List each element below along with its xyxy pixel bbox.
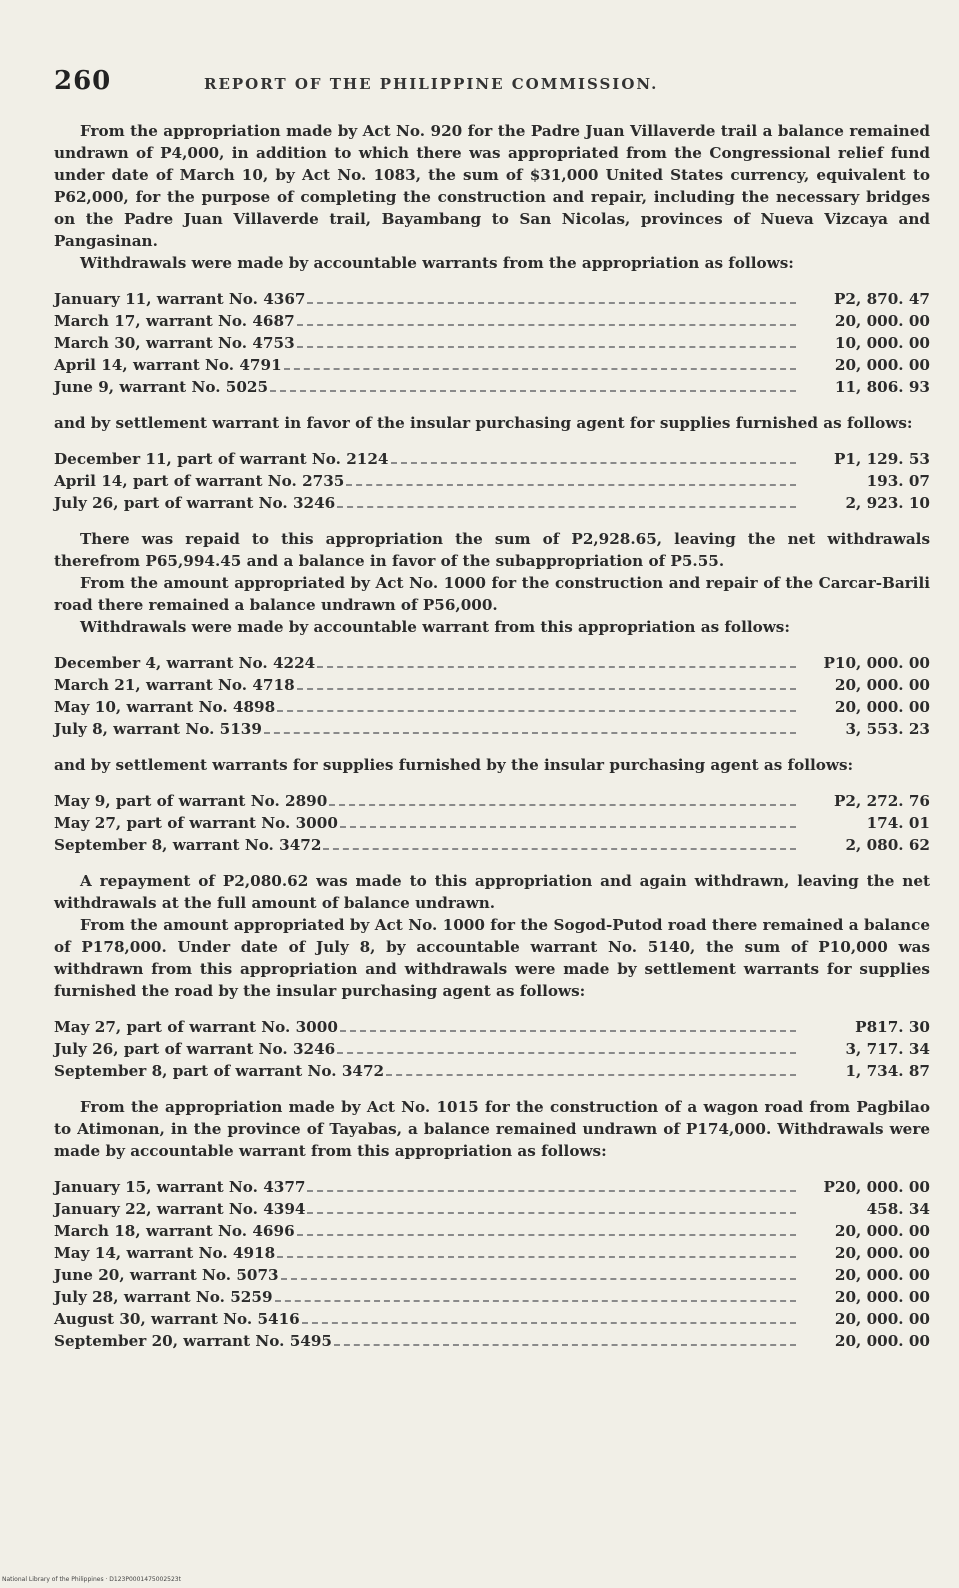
warrant-label: September 8, warrant No. 3472 — [54, 836, 322, 854]
dot-leader — [297, 324, 796, 326]
warrant-amount: 20, 000. 00 — [834, 1310, 930, 1328]
warrant-entry — [54, 812, 930, 834]
paragraph: and by settlement warrant in favor of the insular purchasing agent for supplies furnished as follows: — [54, 414, 913, 432]
warrant-entry — [54, 310, 930, 332]
warrant-amount: 458. 34 — [866, 1200, 930, 1218]
warrant-entry — [54, 1220, 930, 1242]
dot-leader — [386, 1074, 796, 1076]
warrant-amount: 20, 000. 00 — [834, 698, 930, 716]
warrant-entry — [54, 354, 930, 376]
paragraph: Withdrawals were made by accountable warrant from this appropriation as follows: — [80, 618, 790, 636]
warrant-amount: 20, 000. 00 — [834, 1222, 930, 1240]
warrant-label: April 14, part of warrant No. 2735 — [54, 472, 345, 490]
warrant-entry — [54, 652, 930, 674]
warrant-label: June 9, warrant No. 5025 — [54, 378, 269, 396]
dot-leader — [391, 462, 796, 464]
warrant-amount: P1, 129. 53 — [834, 450, 930, 468]
warrant-list — [54, 448, 930, 514]
warrant-label: August 30, warrant No. 5416 — [54, 1310, 300, 1328]
warrant-amount: P2, 870. 47 — [834, 290, 930, 308]
warrant-label: May 14, warrant No. 4918 — [54, 1244, 276, 1262]
warrant-amount: 1, 734. 87 — [845, 1062, 930, 1080]
warrant-label: July 26, part of warrant No. 3246 — [54, 494, 336, 512]
paragraph: and by settlement warrants for supplies furnished by the insular purchasing agent as follows: — [54, 756, 854, 774]
warrant-entry — [54, 1242, 930, 1264]
warrant-label: March 21, warrant No. 4718 — [54, 676, 295, 694]
warrant-label: April 14, warrant No. 4791 — [54, 356, 282, 374]
paragraph: From the appropriation made by Act No. 920 for the Padre Juan Villaverde trail a balance remained undrawn of P4,000, in addition to which there was appropriated from the Congressional relief fund under date of March 10, by Act No. 1083, the sum of $31,000 United States currency, equivalent to P62,000, for the purpose of completing the construction and repair, including the necessary bridges on the Padre Juan Villaverde trail, Bayambang to San Nicolas, provinces of Nueva Vizcaya and Pangasinan. — [54, 122, 930, 250]
warrant-amount: 174. 01 — [866, 814, 930, 832]
paragraph: There was repaid to this appropriation the sum of P2,928.65, leaving the net withdrawals therefrom P65,994.45 and a balance in favor of the subappropriation of P5.55. — [54, 530, 930, 570]
warrant-amount: P10, 000. 00 — [823, 654, 930, 672]
warrant-label: June 20, warrant No. 5073 — [54, 1266, 279, 1284]
warrant-label: September 8, part of warrant No. 3472 — [54, 1062, 385, 1080]
warrant-entry — [54, 492, 930, 514]
warrant-entry — [54, 448, 930, 470]
document-page — [54, 66, 930, 1366]
warrant-label: December 11, part of warrant No. 2124 — [54, 450, 389, 468]
warrant-list — [54, 1176, 930, 1352]
warrant-amount: 10, 000. 00 — [834, 334, 930, 352]
running-head: REPORT OF THE PHILIPPINE COMMISSION. — [204, 75, 659, 93]
dot-leader — [307, 1190, 796, 1192]
warrant-amount: 193. 07 — [866, 472, 930, 490]
dot-leader — [281, 1278, 796, 1280]
warrant-entry — [54, 376, 930, 398]
warrant-amount: 20, 000. 00 — [834, 1332, 930, 1350]
warrant-amount: 20, 000. 00 — [834, 1266, 930, 1284]
dot-leader — [340, 826, 796, 828]
document-body — [54, 120, 930, 1352]
dot-leader — [337, 1052, 796, 1054]
warrant-label: May 27, part of warrant No. 3000 — [54, 814, 338, 832]
warrant-amount: 20, 000. 00 — [834, 1288, 930, 1306]
dot-leader — [307, 1212, 796, 1214]
warrant-entry — [54, 1198, 930, 1220]
dot-leader — [323, 848, 796, 850]
dot-leader — [264, 732, 796, 734]
warrant-amount: 11, 806. 93 — [834, 378, 930, 396]
warrant-amount: 20, 000. 00 — [834, 676, 930, 694]
dot-leader — [317, 666, 796, 668]
warrant-entry — [54, 674, 930, 696]
dot-leader — [284, 368, 796, 370]
warrant-entry — [54, 470, 930, 492]
warrant-entry — [54, 1016, 930, 1038]
warrant-list — [54, 288, 930, 398]
warrant-amount: 20, 000. 00 — [834, 312, 930, 330]
paragraph: A repayment of P2,080.62 was made to this appropriation and again withdrawn, leaving the net withdrawals at the full amount of balance undrawn. — [54, 872, 930, 912]
warrant-entry — [54, 1176, 930, 1198]
paragraph: Withdrawals were made by accountable warrants from the appropriation as follows: — [80, 254, 794, 272]
warrant-amount: 3, 553. 23 — [845, 720, 930, 738]
paragraph: From the amount appropriated by Act No. 1000 for the construction and repair of the Carcar-Barili road there remained a balance undrawn of P56,000. — [54, 574, 930, 614]
warrant-label: January 15, warrant No. 4377 — [54, 1178, 306, 1196]
dot-leader — [297, 688, 796, 690]
page-number: 260 — [54, 66, 112, 96]
dot-leader — [346, 484, 796, 486]
paragraph: From the amount appropriated by Act No. 1000 for the Sogod-Putod road there remained a balance of P178,000. Under date of July 8, by accountable warrant No. 5140, the sum of P10,000 was withdrawn from this appropriation and withdrawals were made by settlement warrants for supplies furnished the road by the insular purchasing agent as follows: — [54, 916, 930, 1000]
warrant-entry — [54, 1264, 930, 1286]
warrant-label: July 26, part of warrant No. 3246 — [54, 1040, 336, 1058]
warrant-label: July 8, warrant No. 5139 — [54, 720, 262, 738]
warrant-label: January 22, warrant No. 4394 — [54, 1200, 306, 1218]
warrant-list — [54, 1016, 930, 1082]
warrant-label: May 10, warrant No. 4898 — [54, 698, 276, 716]
paragraph: From the appropriation made by Act No. 1015 for the construction of a wagon road from Pagbilao to Atimonan, in the province of Tayabas, a balance remained undrawn of P174,000. Withdrawals were made by accountable warrant from this appropriation as follows: — [54, 1098, 930, 1160]
warrant-list — [54, 790, 930, 856]
warrant-amount: P817. 30 — [855, 1018, 930, 1036]
page-header — [54, 66, 930, 96]
warrant-label: December 4, warrant No. 4224 — [54, 654, 316, 672]
warrant-label: May 9, part of warrant No. 2890 — [54, 792, 328, 810]
warrant-entry — [54, 696, 930, 718]
warrant-label: January 11, warrant No. 4367 — [54, 290, 306, 308]
warrant-entry — [54, 1286, 930, 1308]
warrant-amount: P20, 000. 00 — [823, 1178, 930, 1196]
warrant-amount: 3, 717. 34 — [845, 1040, 930, 1058]
warrant-entry — [54, 332, 930, 354]
warrant-list — [54, 652, 930, 740]
warrant-entry — [54, 288, 930, 310]
scan-footer: National Library of the Philippines · D123P0001475002523t — [2, 1576, 181, 1583]
warrant-amount: 2, 080. 62 — [845, 836, 930, 854]
warrant-entry — [54, 718, 930, 740]
warrant-amount: 2, 923. 10 — [845, 494, 930, 512]
warrant-label: March 30, warrant No. 4753 — [54, 334, 295, 352]
warrant-entry — [54, 1060, 930, 1082]
dot-leader — [297, 1234, 796, 1236]
warrant-entry — [54, 1308, 930, 1330]
warrant-entry — [54, 1330, 930, 1352]
dot-leader — [275, 1300, 796, 1302]
warrant-amount: P2, 272. 76 — [834, 792, 930, 810]
dot-leader — [329, 804, 796, 806]
dot-leader — [277, 710, 796, 712]
warrant-entry — [54, 834, 930, 856]
warrant-amount: 20, 000. 00 — [834, 1244, 930, 1262]
dot-leader — [302, 1322, 796, 1324]
warrant-entry — [54, 1038, 930, 1060]
warrant-label: March 17, warrant No. 4687 — [54, 312, 295, 330]
warrant-entry — [54, 790, 930, 812]
warrant-amount: 20, 000. 00 — [834, 356, 930, 374]
dot-leader — [270, 390, 796, 392]
dot-leader — [307, 302, 796, 304]
dot-leader — [297, 346, 796, 348]
warrant-label: May 27, part of warrant No. 3000 — [54, 1018, 338, 1036]
warrant-label: September 20, warrant No. 5495 — [54, 1332, 332, 1350]
warrant-label: July 28, warrant No. 5259 — [54, 1288, 273, 1306]
dot-leader — [337, 506, 796, 508]
dot-leader — [340, 1030, 796, 1032]
dot-leader — [277, 1256, 796, 1258]
warrant-label: March 18, warrant No. 4696 — [54, 1222, 295, 1240]
dot-leader — [334, 1344, 796, 1346]
